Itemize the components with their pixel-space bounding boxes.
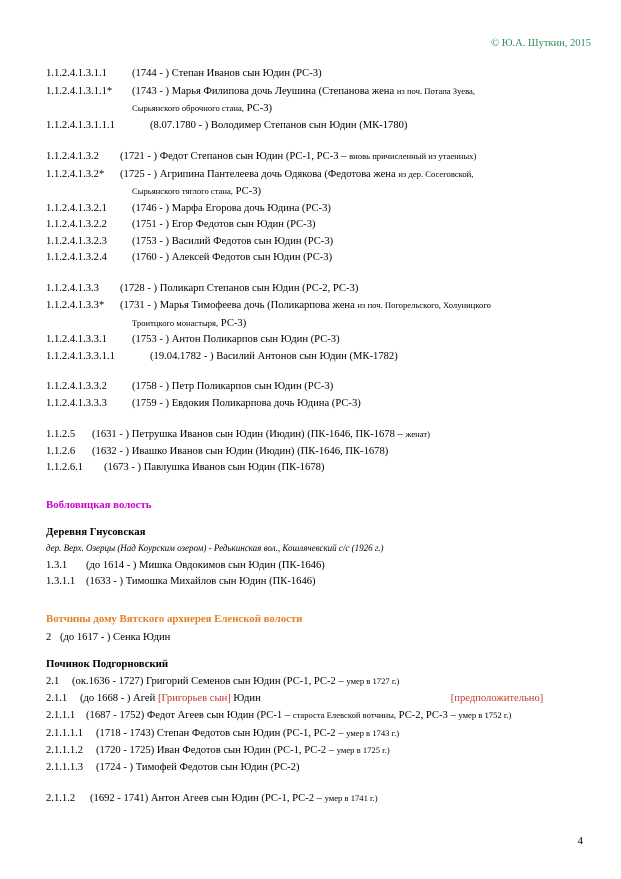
entry-id: 1.1.2.4.1.3.3.3 xyxy=(46,397,107,409)
entry-text: (1631 - ) Петрушка Иванов сын Юдин (Июдин) (ПК-1646, ПК-1678 – xyxy=(92,429,406,440)
copyright: © Ю.А. Шуткин, 2015 xyxy=(491,38,591,49)
entry-id: 2.1 xyxy=(46,676,60,687)
entry-id: 1.1.2.5 xyxy=(46,429,76,440)
entry-text: (1692 - 1741) Антон Агеев сын Юдин (РС-1, РС-2 – xyxy=(90,793,325,804)
entry-line xyxy=(46,574,595,591)
entry-text: РС-3) xyxy=(243,103,273,114)
entry-line xyxy=(46,118,595,135)
entry-id: 2.1.1.1.2 xyxy=(46,745,84,756)
entry-line xyxy=(46,760,595,777)
entry-text: (1724 - ) Тимофей Федотов сын Юдин (РС-2) xyxy=(96,761,300,773)
village-heading: Деревня Гнусовская xyxy=(46,525,146,538)
entry-text: (1728 - ) Поликарп Степанов сын Юдин (РС-2, РС-3) xyxy=(120,282,359,294)
entry-note: из поч. Потапа Зуева, xyxy=(396,85,475,96)
entry-note: женат) xyxy=(405,429,430,439)
entry-text: (1731 - ) Марья Тимофеева дочь (Поликарпова жена xyxy=(120,300,358,311)
entry-note: Троитцкого монастыря, xyxy=(132,317,219,328)
entry-id: 1.1.2.4.1.3.3.1.1 xyxy=(46,350,115,362)
village-description: дер. Верх. Озерцы (Над Коурским озером) - Редькинская вол., Кошлячевский с/с (1926 г.) xyxy=(46,542,384,553)
entry-text: (1743 - ) Марья Филипова дочь Леушина (Степанова жена xyxy=(132,85,397,97)
entry-line-continued xyxy=(46,183,595,201)
entry-line-continued xyxy=(46,315,595,333)
section-title: Вотчины дому Вятского архиерея Еленской волости xyxy=(46,612,303,625)
entry-text: (1759 - ) Евдокия Поликарпова дочь Юдина (РС-3) xyxy=(132,397,361,409)
entry-text: (до 1668 - ) Агей xyxy=(80,692,158,704)
entry-id: 2.1.1.1 xyxy=(46,710,76,721)
entry-id: 1.3.1.1 xyxy=(46,576,76,587)
entry-line xyxy=(46,444,595,461)
entry-text: (1632 - ) Ивашко Иванов сын Юдин (Июдин) (ПК-1646, ПК-1678) xyxy=(92,445,389,457)
section-title: Вобловицкая волость xyxy=(46,498,152,511)
inferred-patronymic: [Григорьев сын] xyxy=(157,692,231,704)
entry-note: умер в 1743 г.) xyxy=(346,727,400,738)
entry-text: Юдин xyxy=(230,692,261,704)
entry-line xyxy=(46,725,595,743)
entry-id: 1.1.2.4.1.3.1.1 xyxy=(46,68,107,79)
entry-text: (8.07.1780 - ) Володимер Степанов сын Юдин (МК-1780) xyxy=(150,119,408,131)
village-heading: Починок Подгорновский xyxy=(46,658,169,670)
entry-text: (1633 - ) Тимошка Михайлов сын Юдин (ПК-1646) xyxy=(86,576,316,587)
entry-line xyxy=(46,217,595,234)
entry-line-continued xyxy=(46,100,595,118)
entry-text: (1725 - ) Агрипина Пантелеева дочь Одякова (Федотова жена xyxy=(120,168,399,180)
entry-text: (до 1614 - ) Мишка Овдокимов сын Юдин (ПК-1646) xyxy=(86,559,325,571)
entry-text: (1673 - ) Павлушка Иванов сын Юдин (ПК-1678) xyxy=(104,462,325,473)
entry-line xyxy=(46,234,595,251)
entry-line xyxy=(46,148,595,166)
entry-line xyxy=(46,630,595,647)
entry-id: 1.1.2.4.1.3.3* xyxy=(46,300,105,311)
entry-line xyxy=(46,426,595,444)
entry-id: 1.1.2.4.1.3.2* xyxy=(46,168,105,180)
entry-id: 1.3.1 xyxy=(46,559,68,571)
entry-id: 2.1.1 xyxy=(46,692,68,704)
entry-id: 2.1.1.1.3 xyxy=(46,761,84,773)
entry-note: Сырьянского оброчного стана, xyxy=(132,103,244,113)
entry-line xyxy=(46,673,595,691)
entry-note: умер в 1741 г.) xyxy=(324,793,378,803)
entry-note: умер в 1752 г.) xyxy=(458,710,512,720)
entry-text: (1721 - ) Федот Степанов сын Юдин (РС-1, РС-3 – xyxy=(120,151,350,162)
entry-text: (до 1617 - ) Сенка Юдин xyxy=(60,631,171,643)
entry-line xyxy=(46,297,595,315)
entry-id: 1.1.2.4.1.3.3 xyxy=(46,282,99,294)
entry-line xyxy=(46,790,595,808)
entry-id: 1.1.2.4.1.3.1.1.1 xyxy=(46,119,115,131)
entry-id: 2.1.1.1.1 xyxy=(46,727,84,739)
entry-line xyxy=(46,83,595,101)
entry-text: (1718 - 1743) Степан Федотов сын Юдин (РС-1, РС-2 – xyxy=(96,727,347,739)
entry-line xyxy=(46,66,595,83)
entry-line xyxy=(46,742,595,760)
entry-id: 1.1.2.4.1.3.3.2 xyxy=(46,381,107,392)
entry-line xyxy=(46,349,595,366)
entry-text: РС-3) xyxy=(232,186,262,197)
entry-id: 1.1.2.4.1.3.2 xyxy=(46,151,99,162)
entry-line xyxy=(46,460,595,477)
entry-line xyxy=(46,396,595,413)
entry-text: (1746 - ) Марфа Егорова дочь Юдина (РС-3) xyxy=(132,202,331,214)
entry-id: 1.1.2.6 xyxy=(46,445,76,457)
entry-line xyxy=(46,166,595,184)
entry-id: 1.1.2.4.1.3.1.1* xyxy=(46,85,113,97)
entry-text: (1687 - 1752) Федот Агеев сын Юдин (РС-1 – xyxy=(86,710,293,721)
entry-text: (1758 - ) Петр Поликарпов сын Юдин (РС-3) xyxy=(132,381,334,392)
entry-id: 1.1.2.4.1.3.2.2 xyxy=(46,219,107,230)
entry-id: 2.1.1.2 xyxy=(46,793,76,804)
entry-id: 1.1.2.6.1 xyxy=(46,462,84,473)
entry-note: из поч. Погорельского, Холуницкого xyxy=(357,300,491,310)
entry-text: (ок.1636 - 1727) Григорий Семенов сын Юдин (РС-1, РС-2 – xyxy=(72,676,347,687)
entry-note: из дер. Сосеговской, xyxy=(398,168,474,179)
entry-line xyxy=(46,332,595,349)
presumption-note: [предположительно] xyxy=(450,692,544,704)
entry-text: (1744 - ) Степан Иванов сын Юдин (РС-3) xyxy=(132,68,322,79)
entry-line xyxy=(46,691,595,708)
entry-id: 1.1.2.4.1.3.2.1 xyxy=(46,202,107,214)
entry-id: 2 xyxy=(46,631,52,643)
entry-line xyxy=(46,281,595,298)
entry-text: РС-2, РС-3 – xyxy=(396,710,459,721)
entry-text: (1753 - ) Антон Поликарпов сын Юдин (РС-3) xyxy=(132,334,340,345)
entry-note: староста Елевской вотчины, xyxy=(292,710,397,720)
entry-id: 1.1.2.4.1.3.2.4 xyxy=(46,252,107,263)
entry-line xyxy=(46,707,595,725)
entry-line xyxy=(46,379,595,396)
entry-text: РС-3) xyxy=(218,317,247,329)
entry-text: (1753 - ) Василий Федотов сын Юдин (РС-3) xyxy=(132,235,334,247)
entry-id: 1.1.2.4.1.3.2.3 xyxy=(46,235,107,247)
entry-note: умер в 1725 г.) xyxy=(336,745,390,755)
entry-note: вновь причисленный из утаенных) xyxy=(349,151,477,161)
entry-text: (1751 - ) Егор Федотов сын Юдин (РС-3) xyxy=(132,219,316,230)
entry-text: (1720 - 1725) Иван Федотов сын Юдин (РС-1, РС-2 – xyxy=(96,745,337,756)
entry-text: (1760 - ) Алексей Федотов сын Юдин (РС-3) xyxy=(132,252,333,263)
document-body xyxy=(46,66,595,808)
entry-id: 1.1.2.4.1.3.3.1 xyxy=(46,334,107,345)
entry-text: (19.04.1782 - ) Василий Антонов сын Юдин (МК-1782) xyxy=(150,350,398,362)
entry-note: умер в 1727 г.) xyxy=(346,676,400,686)
page-number: 4 xyxy=(577,835,583,847)
entry-line xyxy=(46,250,595,267)
entry-line xyxy=(46,201,595,218)
entry-note: Сырьянского тяглого стана, xyxy=(132,186,233,196)
entry-line xyxy=(46,558,595,575)
